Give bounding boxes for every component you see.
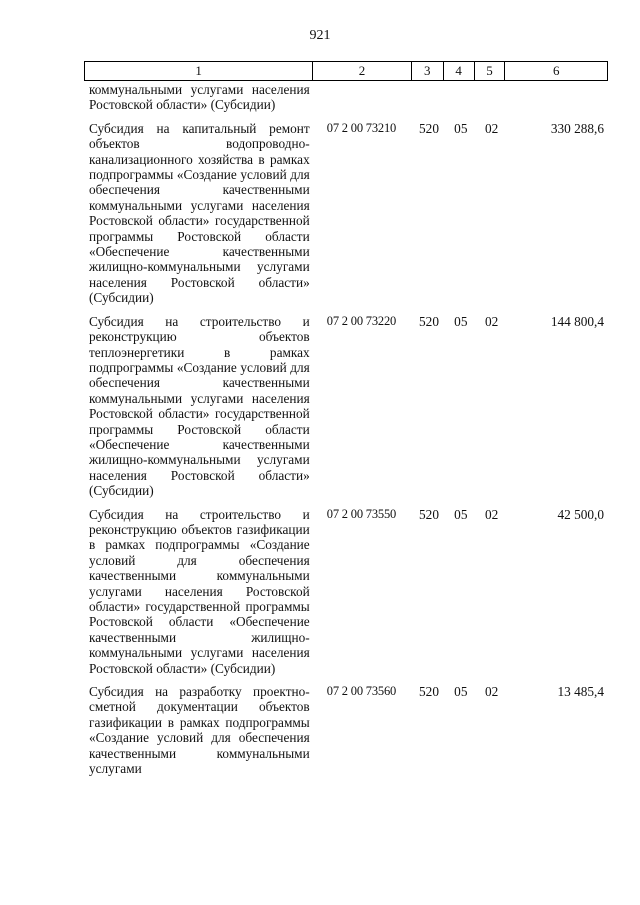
row-description: Субсидия на капитальный ремонт объектов водопроводно-канализационного хозяйства в рамках подпрограммы «Создание условий для обеспечения качественными коммунальными услугами населения Ростовской области» государственной программы Ростовской области «Обеспечение качественными жилищно-коммунальными услугами населения Ростовской области» (Субсидии): [89, 120, 310, 306]
row-rz: [445, 82, 477, 113]
page-number: 921: [309, 28, 331, 43]
row-code: 07 2 00 73220: [326, 313, 397, 328]
header-col-2: 2: [313, 62, 412, 80]
row-code: 07 2 00 73550: [326, 506, 397, 521]
header-col-4: 4: [444, 62, 475, 80]
table-row: [84, 121, 608, 306]
row-vr: [413, 82, 445, 113]
row-description: Субсидия на разработку проектно-сметной документации объектов газификации в рамках подпрограммы «Создание условий для обеспечения качественными коммунальными услугами: [89, 684, 310, 777]
row-pr: [477, 82, 507, 113]
row-sum: 144 800,4: [550, 313, 604, 329]
row-sum: 42 500,0: [557, 506, 604, 522]
row-rz: 05: [454, 506, 468, 522]
row-vr: 520: [419, 506, 439, 522]
row-code: 07 2 00 73560: [326, 684, 397, 699]
row-sum: 13 485,4: [557, 684, 604, 700]
row-sum: [507, 82, 608, 113]
row-sum: 330 288,6: [550, 120, 604, 136]
header-col-6: 6: [552, 63, 560, 78]
table-header: [84, 61, 608, 81]
row-code: [310, 82, 413, 113]
row-description: Субсидия на строительство и реконструкцию объектов теплоэнергетики в рамках подпрограммы «Создание условий для обеспечения качественными коммунальными услугами населения Ростовской области» государственной программы Ростовской области «Обеспечение качественными жилищно-коммунальными услугами населения Ростовской области» (Субсидии): [89, 313, 310, 499]
table-body: [84, 82, 608, 776]
table-row: [84, 314, 608, 499]
table-row: [84, 507, 608, 676]
row-rz: 05: [454, 313, 468, 329]
header-col-1: 1: [85, 62, 313, 80]
row-pr: 02: [485, 506, 499, 522]
row-vr: 520: [419, 313, 439, 329]
row-code: 07 2 00 73210: [326, 120, 397, 135]
row-vr: 520: [419, 684, 439, 700]
row-rz: 05: [454, 684, 468, 700]
row-description: Субсидия на строительство и реконструкцию объектов газификации в рамках подпрограммы «Создание условий для обеспечения качественными коммунальными услугами населения Ростовской области» государственной программы Ростовской области «Обеспечение качественными жилищно-коммунальными услугами населения Ростовской области» (Субсидии): [89, 506, 310, 676]
row-rz: 05: [454, 120, 468, 136]
table-row: [84, 82, 608, 113]
row-pr: 02: [485, 313, 499, 329]
row-vr: 520: [419, 120, 439, 136]
table-row: [84, 684, 608, 776]
row-pr: 02: [485, 684, 499, 700]
row-description: коммунальными услугами населения Ростовской области» (Субсидии): [89, 82, 310, 113]
row-pr: 02: [485, 120, 499, 136]
header-col-5: 5: [475, 62, 506, 80]
header-col-3: 3: [412, 62, 444, 80]
